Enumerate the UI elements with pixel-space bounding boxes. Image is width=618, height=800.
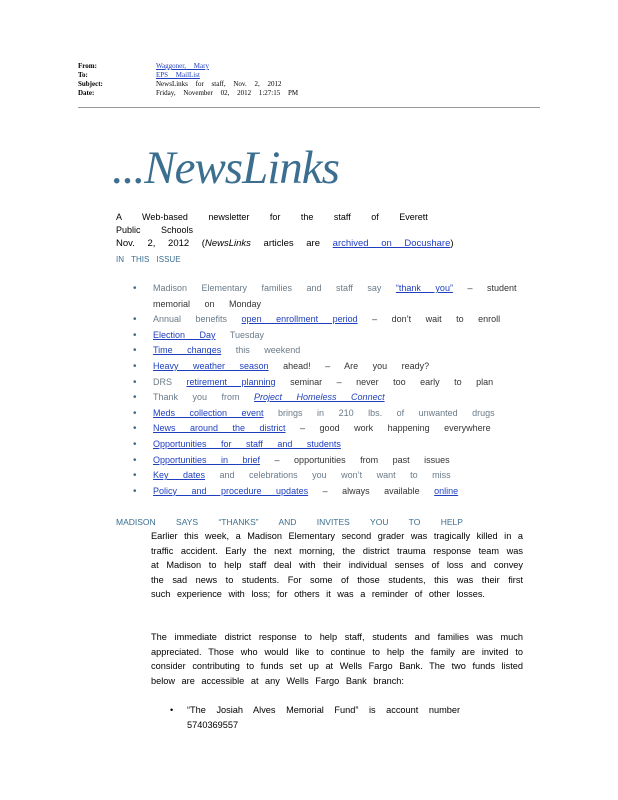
toc-item <box>133 375 533 391</box>
toc-link[interactable]: Policy and procedure updates <box>153 485 309 496</box>
toc-link[interactable]: Key dates <box>153 470 206 481</box>
tagline <box>116 211 456 250</box>
toc-item <box>133 312 533 328</box>
toc-link[interactable]: Opportunities for staff and students <box>153 438 341 449</box>
toc-link[interactable]: “thank you” <box>395 283 453 293</box>
toc-link[interactable]: Opportunities in brief <box>153 454 261 465</box>
madison-heading: MADISON SAYS “THANKS” AND INVITES YOU TO HELP <box>116 517 463 527</box>
toc-item <box>133 359 533 375</box>
toc-link[interactable]: open enrollment period <box>241 314 358 325</box>
toc-link[interactable]: Time changes <box>153 345 222 356</box>
from-label: From: <box>78 62 97 70</box>
archive-link[interactable]: archived on Docushare <box>332 238 451 249</box>
toc-link[interactable]: Heavy weather season <box>153 360 269 371</box>
toc-text: – good work happening everywhere <box>285 423 491 434</box>
toc-text: and celebrations you won’t want to miss <box>205 470 451 481</box>
toc-item <box>133 281 533 312</box>
toc-item <box>133 484 533 500</box>
tagline-line2 <box>116 237 456 250</box>
toc-text: – don’t wait to enroll <box>357 314 501 325</box>
date-value: Friday, November 02, 2012 1:27:15 PM <box>156 89 299 97</box>
email-header <box>78 62 298 98</box>
tagline-date: Nov. 2, 2012 ( <box>116 238 205 249</box>
toc-link[interactable]: News around the district <box>153 423 286 434</box>
toc-link[interactable]: retirement planning <box>186 376 276 387</box>
toc-text: seminar – never too early to plan <box>275 376 494 387</box>
toc-item <box>133 421 533 437</box>
toc-text: Madison Elementary families and staff say <box>153 283 396 293</box>
toc-text: – student memorial on Monday <box>153 283 517 309</box>
article-paragraph: The immediate district response to help staff, students and families was much appreciated. Those who would like to continue to help the family are invited to consider contributing to funds set up at Wells Fargo Bank. The two funds listed below are accessible at any Wells Fargo Bank branch: <box>151 632 523 686</box>
toc-text: Annual benefits <box>153 314 242 325</box>
toc-item <box>133 468 533 484</box>
toc-text: ahead! – Are you ready? <box>268 360 430 371</box>
toc-link[interactable]: Project Homeless Connect <box>254 392 385 403</box>
funds-list <box>170 703 490 732</box>
toc-item <box>133 343 533 359</box>
toc-text: Thank you from <box>153 392 255 403</box>
toc-text: brings in 210 lbs. of unwanted drugs <box>263 407 495 418</box>
to-label: To: <box>78 71 88 79</box>
toc-link[interactable]: Election Day <box>153 329 216 340</box>
in-this-issue-heading: IN THIS ISSUE <box>116 255 181 264</box>
header-divider <box>78 107 540 108</box>
from-value[interactable]: Waggoner, Mary <box>156 62 209 70</box>
toc-text: DRS <box>153 376 187 387</box>
subject-value: NewsLinks for staff, Nov. 2, 2012 <box>156 80 282 88</box>
toc-item <box>133 328 533 344</box>
toc-text: – opportunities from past issues <box>260 454 450 465</box>
toc-text: Tuesday <box>215 329 265 340</box>
toc-item <box>133 437 533 453</box>
date-label: Date: <box>78 89 95 97</box>
tagline-mid: articles are <box>250 238 333 249</box>
tagline-italic: NewsLinks <box>204 238 251 249</box>
online-link[interactable]: online <box>434 485 459 496</box>
subject-label: Subject: <box>78 80 103 88</box>
toc-list <box>133 281 533 499</box>
tagline-line1: A Web-based newsletter for the staff of Everett Public Schools <box>116 212 428 235</box>
tagline-suffix: ) <box>450 238 454 249</box>
toc-link[interactable]: Meds collection event <box>153 407 264 418</box>
toc-item <box>133 390 533 406</box>
toc-item <box>133 453 533 469</box>
to-value[interactable]: EPS MailList <box>156 71 200 79</box>
fund-item: • “The Josiah Alves Memorial Fund” is account number 5740369557 <box>170 703 490 732</box>
newsletter-masthead: ...NewsLinks <box>112 142 339 194</box>
article-paragraph: Earlier this week, a Madison Elementary second grader was tragically killed in a traffic accident. Early the next morning, the district trauma response team was at Madison to help staff deal with their individual senses of loss and convey the sad news to students. For some of those students, this was their first such experience with loss; for others it was a reminder of other losses. <box>151 531 523 599</box>
toc-text: – always available <box>308 485 435 496</box>
toc-text: this weekend <box>221 345 301 356</box>
toc-item <box>133 406 533 422</box>
